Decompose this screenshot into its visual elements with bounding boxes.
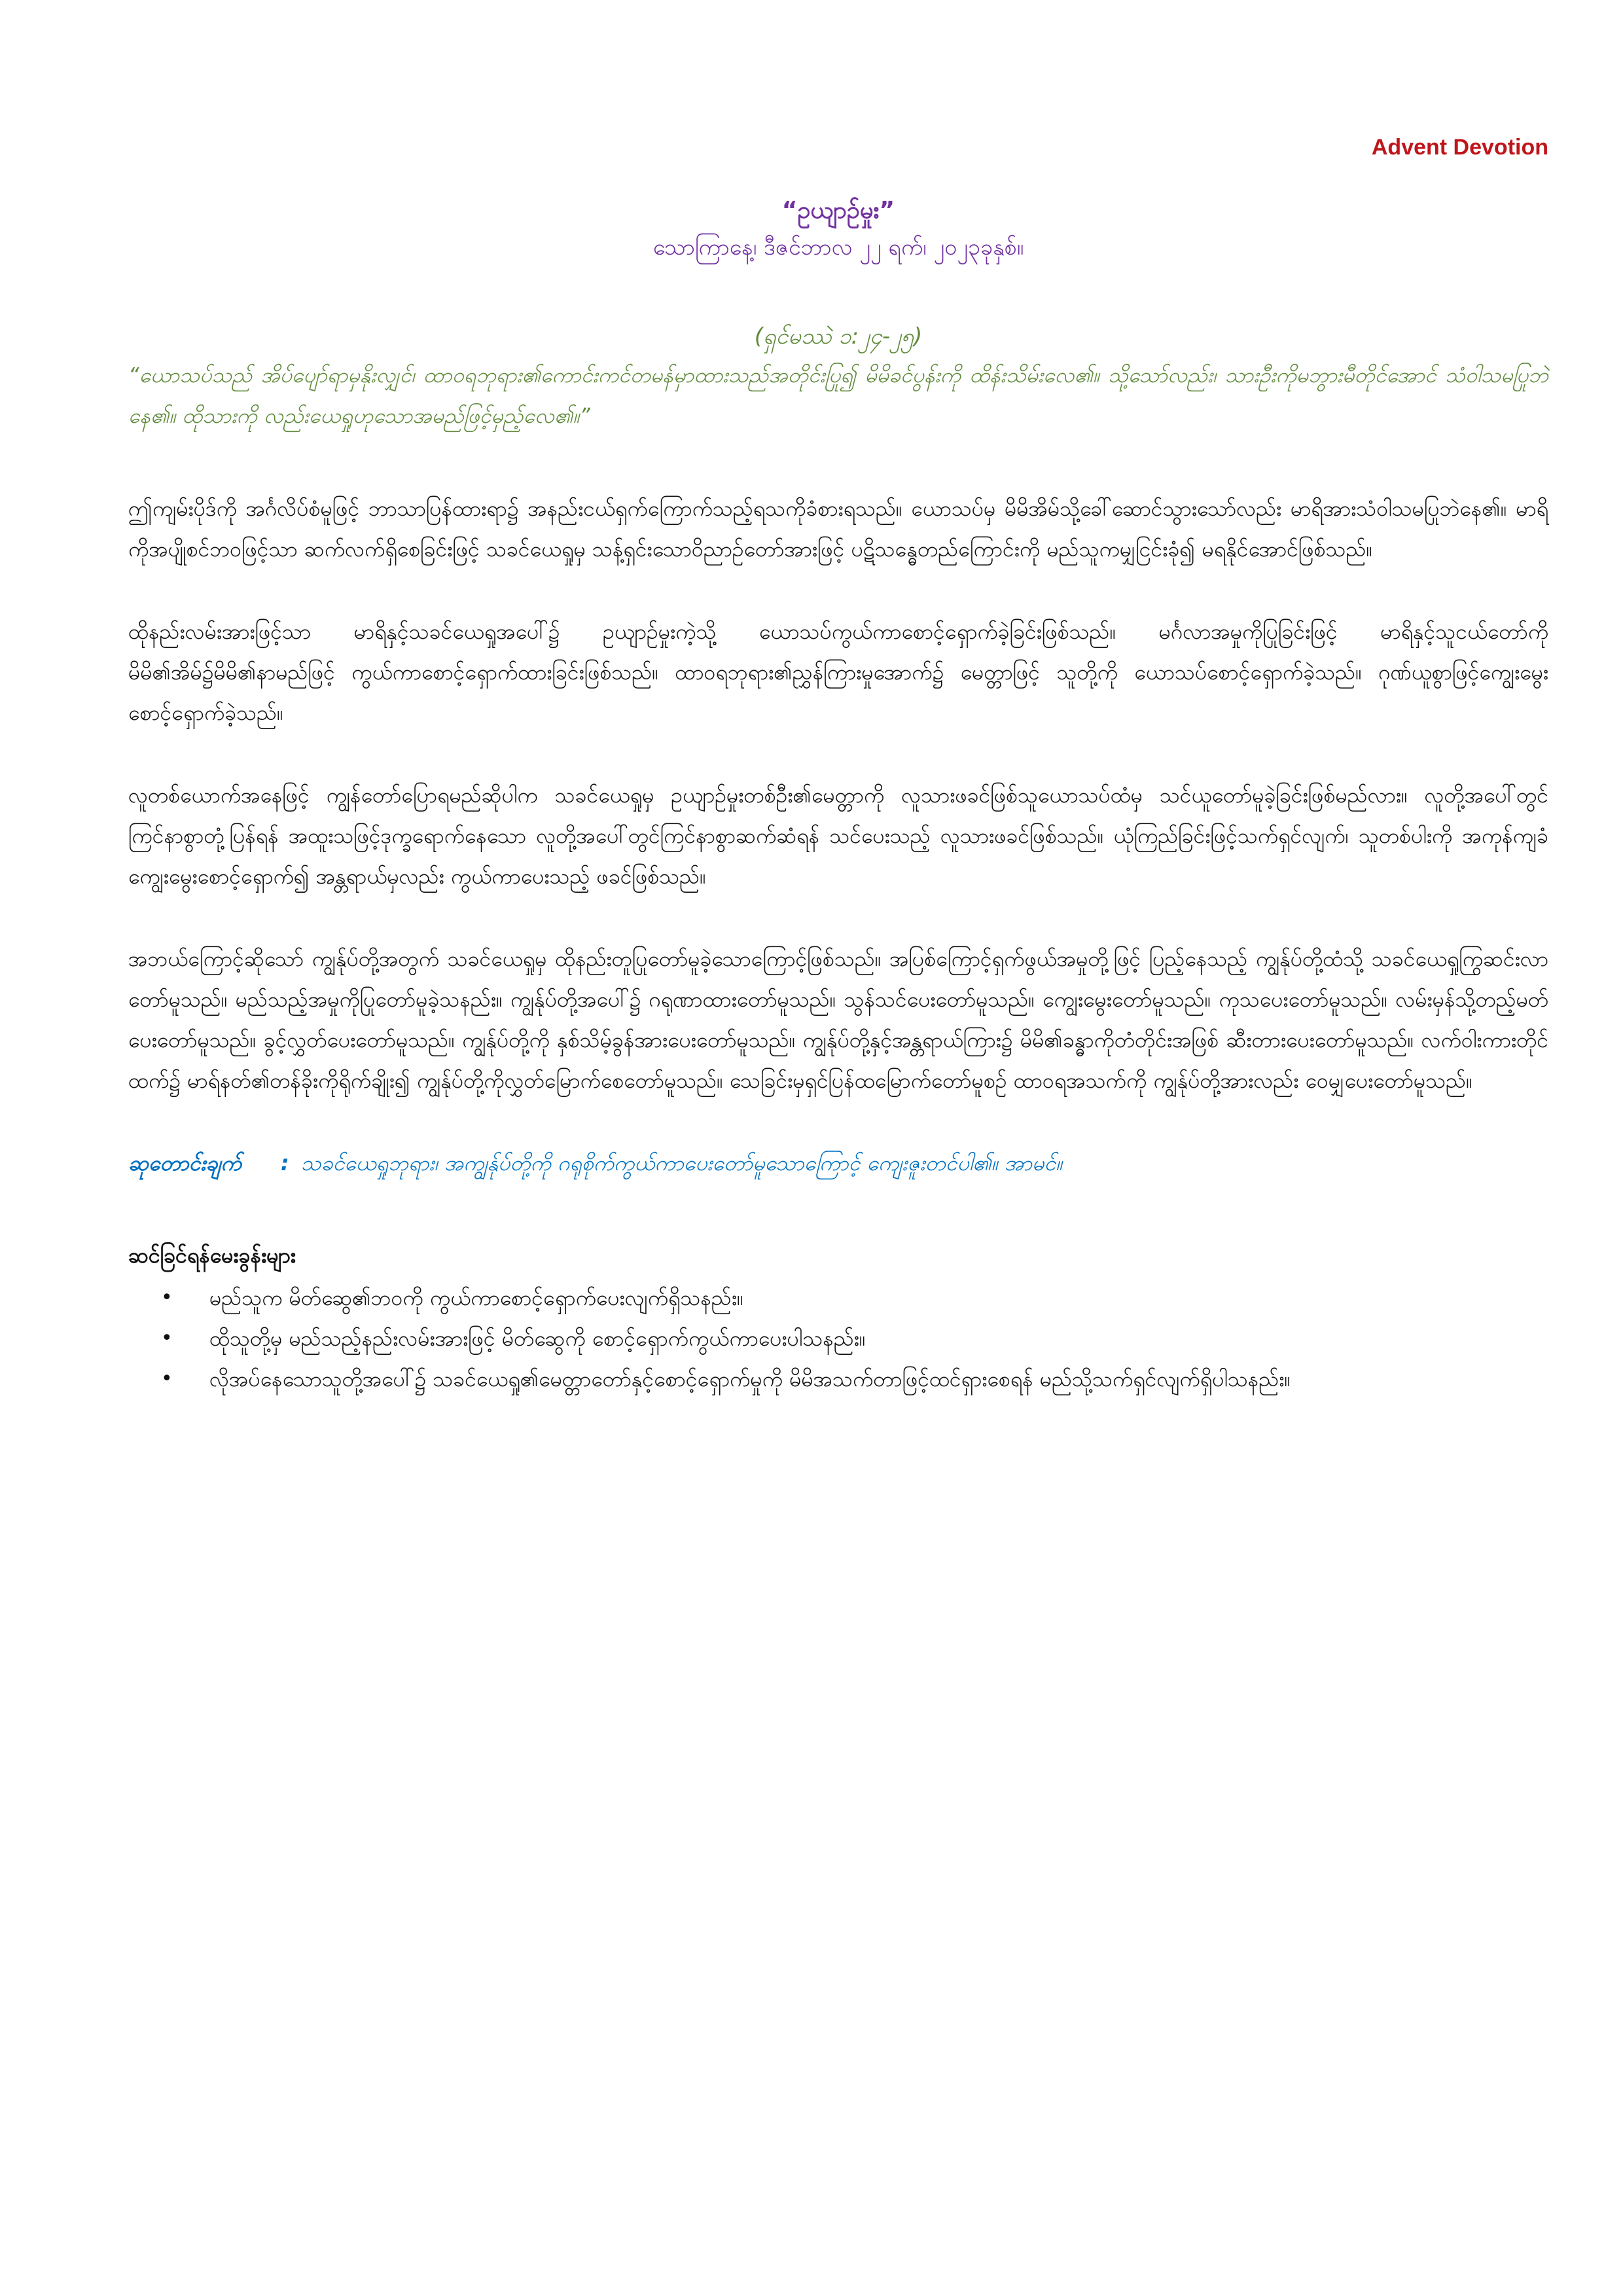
scripture-text: “ယောသပ်သည် အိပ်ပျော်ရာမှနိုးလျှင်၊ ထာဝရဘုရား၏ကောင်းကင်တမန်မှာထားသည်အတိုင်းပြု၍ မိမိခင်ပွန်းကို ထိန်းသိမ်းလေ၏။ သို့သော်လည်း၊ သားဦးကိုမဘွားမီတိုင်အောင် သံဝါသမပြုဘဲနေ၏။ ထိုသားကို လည်းယေရှုဟုသောအမည်ဖြင့်မှည့်လေ၏။” xyxy=(128,363,1548,428)
prayer xyxy=(128,1143,1548,1183)
devotion-page xyxy=(128,131,1548,1399)
question-text: မည်သူက မိတ်ဆွေ၏ဘဝကို ကွယ်ကာစောင့်ရှောက်ပေးလျက်ရှိသနည်း။ xyxy=(209,1285,743,1310)
body-paragraph-3: လူတစ်ယောက်အနေဖြင့် ကျွန်တော်ပြောရမည်ဆိုပါက သခင်ယေရှုမှ ဥယျာဉ်မှုးတစ်ဦး၏မေတ္တာကို လူသားဖခင်ဖြစ်သူယောသပ်ထံမှ သင်ယူတော်မူခဲ့ခြင်းဖြစ်မည်လား။ လူတို့အပေါ်တွင် ကြင်နာစွာတုံ့ပြန်ရန် အထူးသဖြင့်ဒုက္ခရောက်နေသော လူတို့အပေါ်တွင်ကြင်နာစွာဆက်ဆံရန် သင်ပေးသည့် လူသားဖခင်ဖြစ်သည်။ ယုံကြည်ခြင်းဖြင့်သက်ရှင်လျက်၊ သူတစ်ပါးကို အကုန်ကျခံကျွေးမွေးစောင့်ရှောက်၍ အန္တရာယ်မှလည်း ကွယ်ကာပေးသည့် ဖခင်ဖြစ်သည်။ xyxy=(128,783,1548,889)
questions-list xyxy=(128,1278,1548,1399)
body-paragraph-1: ဤကျမ်းပိုဒ်ကို အင်္ဂလိပ်စံမူဖြင့် ဘာသာပြန်ထားရာ၌ အနည်းငယ်ရှက်ကြောက်သည့်ရသကိုခံစားရသည်။ ယောသပ်မှ မိမိအိမ်သို့ခေါ်ဆောင်သွားသော်လည်း မာရိအားသံဝါသမပြုဘဲနေ၏။ မာရိကိုအပျိုစင်ဘဝဖြင့်သာ ဆက်လက်ရှိစေခြင်းဖြင့် သခင်ယေရှုမှ သန့်ရှင်းသောဝိညာဉ်တော်အားဖြင့် ပဋိသန္ဓေတည်ကြောင်းကို မည်သူကမျှငြင်းခုံ၍ မရနိုင်အောင်ဖြစ်သည်။ xyxy=(128,496,1548,562)
body-paragraph-2: ထိုနည်းလမ်းအားဖြင့်သာ မာရိနှင့်သခင်ယေရှုအပေါ်၌ ဥယျာဉ်မှုးကဲ့သို့ ယောသပ်ကွယ်ကာစောင့်ရှောက်ခဲ့ခြင်းဖြစ်သည်။ မင်္ဂလာအမှုကိုပြုခြင်းဖြင့် မာရိနှင့်သူငယ်တော်ကို မိမိ၏အိမ်၌မိမိ၏နာမည်ဖြင့် ကွယ်ကာစောင့်ရှောက်ထားခြင်းဖြစ်သည်။ ထာဝရဘုရား၏ညွှန်ကြားမှုအောက်၌ မေတ္တာဖြင့် သူတို့ကို ယောသပ်စောင့်ရှောက်ခဲ့သည်။ ဂုဏ်ယူစွာဖြင့်ကျွေးမွေးစောင့်ရှောက်ခဲ့သည်။ xyxy=(128,619,1548,725)
bullet-icon: • xyxy=(161,1327,173,1350)
body-paragraph-4: အဘယ်ကြောင့်ဆိုသော် ကျွန်ုပ်တို့အတွက် သခင်ယေရှုမှ ထိုနည်းတူပြုတော်မူခဲ့သောကြောင့်ဖြစ်သည်။ အပြစ်ကြောင့်ရှက်ဖွယ်အမှုတို့ဖြင့် ပြည့်နေသည့် ကျွန်ုပ်တို့ထံသို့ သခင်ယေရှုကြွဆင်းလာတော်မူသည်။ မည်သည့်အမှုကိုပြုတော်မူခဲ့သနည်း။ ကျွန်ုပ်တို့အပေါ်၌ ဂရုဏာထားတော်မူသည်။ သွန်သင်ပေးတော်မူသည်။ ကျွေးမွေးတော်မူသည်။ ကုသပေးတော်မူသည်။ လမ်းမှန်သို့တည့်မတ်ပေးတော်မူသည်။ ခွင့်လွှတ်ပေးတော်မူသည်။ ကျွန်ုပ်တို့ကို နှစ်သိမ့်ခွန်အားပေးတော်မူသည်။ ကျွန်ုပ်တို့နှင့်အန္တရာယ်ကြား၌ မိမိ၏ခန္ဓာကိုတံတိုင်းအဖြစ် ဆီးတားပေးတော်မူသည်။ လက်ဝါးကားတိုင်ထက်၌ မာရ်နတ်၏တန်ခိုးကိုရိုက်ချိုး၍ ကျွန်ုပ်တို့ကိုလွှတ်မြောက်စေတော်မူသည်။ သေခြင်းမှရှင်ပြန်ထမြောက်တော်မူစဉ် ထာဝရအသက်ကို ကျွန်ုပ်တို့အားလည်း ဝေမျှပေးတော်မူသည်။ xyxy=(128,946,1548,1093)
bullet-icon: • xyxy=(161,1367,173,1390)
question-text: ထိုသူတို့မှ မည်သည့်နည်းလမ်းအားဖြင့် မိတ်ဆွေကို စောင့်ရှောက်ကွယ်ကာပေးပါသနည်း။ xyxy=(209,1326,866,1351)
header-label: Advent Devotion xyxy=(1371,135,1548,160)
scripture-reference: (ရှင်မဿဲ ၁:၂၄-၂၅) xyxy=(754,323,923,350)
date-line: သောကြာနေ့၊ ဒီဇင်ဘာလ ၂၂ ရက်၊ ၂၀၂၃ခုနှစ်။ xyxy=(652,234,1024,260)
question-text: လိုအပ်နေသောသူတို့အပေါ်၌ သခင်ယေရှု၏မေတ္တာတော်နှင့်စောင့်ရှောက်မှုကို မိမိအသက်တာဖြင့်ထင်ရှားစေရန် မည်သို့သက်ရှင်လျက်ရှိပါသနည်း။ xyxy=(209,1367,1291,1391)
prayer-text: သခင်ယေရှုဘုရား၊ အကျွန်ုပ်တို့ကို ဂရုစိုက်ကွယ်ကာပေးတော်မူသောကြောင့် ကျေးဇူးတင်ပါ၏။ အာမင်။ xyxy=(300,1151,1062,1175)
question-item xyxy=(161,1359,1548,1399)
question-item xyxy=(161,1318,1548,1359)
prayer-separator: : xyxy=(280,1151,289,1175)
bullet-icon: • xyxy=(161,1286,173,1309)
prayer-label: ဆုတောင်းချက် xyxy=(128,1151,241,1175)
question-item xyxy=(161,1278,1548,1318)
questions-heading: ဆင်ခြင်ရန်မေးခွန်းများ xyxy=(128,1243,296,1268)
page-title: “ဥယျာဉ်မှုး” xyxy=(781,197,895,224)
